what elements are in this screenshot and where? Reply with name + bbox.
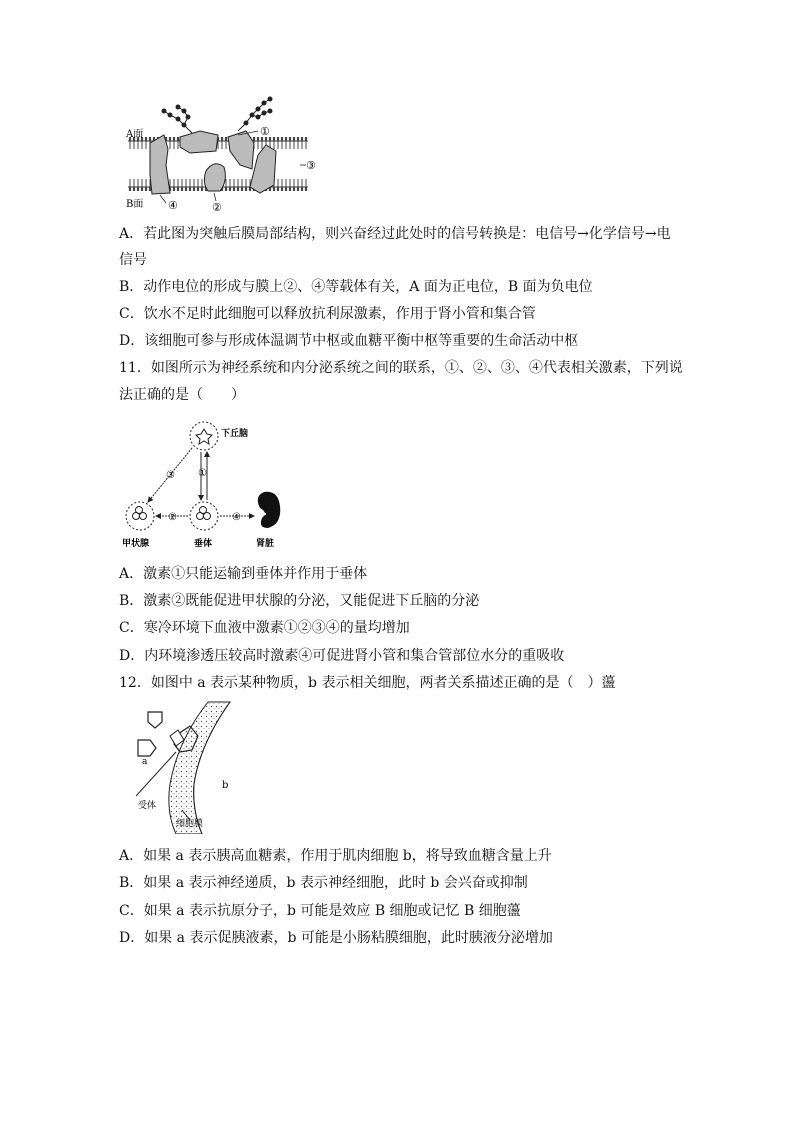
hypothalamus-label: 下丘脑 [221,429,249,439]
receptor-label: 受体 [138,801,157,811]
label-2: ② [212,201,222,214]
q10-option-a-line1: A．若此图为突触后膜局部结构，则兴奋经过此处时的信号转换是：电信号→化学信号→电 [119,226,671,242]
q12-option-b: B．如果 a 表示神经递质，b 表示神经细胞，此时 b 会兴奋或抑制 [119,875,528,891]
cell-membrane-band [169,702,230,834]
pituitary-label: 垂体 [194,539,213,549]
q11-option-b: B．激素②既能促进甲状腺的分泌，又能促进下丘脑的分泌 [119,593,480,609]
q12-option-d: D．如果 a 表示促胰液素，b 可能是小肠粘膜细胞，此时胰液分泌增加 [119,930,553,946]
q11-option-c: C．寒冷环境下血液中激素①②③④的量均增加 [119,620,410,636]
q11-option-d: D．内环境渗透压较高时激素④可促进肾小管和集合管部位水分的重吸收 [119,648,565,664]
protein-1 [228,131,254,169]
arrow-label-3: ③ [166,470,175,481]
arrow-label-1: ① [198,468,207,479]
protein-right [250,145,276,193]
q11-option-a: A．激素①只能运输到垂体并作用于垂体 [119,566,368,582]
protein-4 [150,135,170,194]
arrow-label-2: ② [168,512,177,523]
molecule-a-top [148,712,162,728]
label-b: b [222,780,229,791]
thyroid-label: 甲状腺 [122,539,150,549]
q12-option-c: C．如果 a 表示抗原分子，b 可能是效应 B 细胞或记忆 B 细胞蘯 [119,903,521,919]
q10-option-b: B．动作电位的形成与膜上②、④等载体有关，A 面为正电位，B 面为负电位 [119,279,593,295]
side-b-label: B面 [126,199,144,210]
q12-stem: 12．如图中 a 表示某种物质，b 表示相关细胞，两者关系描述正确的是（ ）蘯 [119,675,616,691]
label-4: ④ [168,199,178,212]
label-a: a [142,757,148,767]
label-1: ① [260,125,270,138]
protein-2 [204,164,225,191]
molecule-a-bottom [138,740,156,756]
q10-option-d: D．该细胞可参与形成体温调节中枢或血糖平衡中枢等重要的生命活动中枢 [119,333,579,349]
side-a-label: A面 [126,129,144,140]
membrane-diagram [120,95,320,215]
receptor-diagram [130,700,250,834]
protein-left-top [180,131,218,153]
membrane-label: 细胞膜 [176,819,204,829]
q11-stem-line1: 11．如图所示为神经系统和内分泌系统之间的联系，①、②、③、④代表相关激素，下列说 [119,360,683,376]
q10-option-a-line2: 信号 [119,252,147,268]
label-3: ③ [306,159,316,172]
q11-stem-line2: 法正确的是（ ） [119,387,245,403]
q12-option-a: A．如果 a 表示胰高血糖素，作用于肌肉细胞 b，将导致血糖含量上升 [119,848,552,864]
kidney-shape [258,492,281,528]
endocrine-diagram [118,416,288,552]
q10-option-c: C．饮水不足时此细胞可以释放抗利尿激素，作用于肾小管和集合管 [119,306,536,322]
kidney-label: 肾脏 [256,539,275,549]
hypothalamus-node [190,422,218,450]
arrow-label-4: ④ [232,512,241,523]
